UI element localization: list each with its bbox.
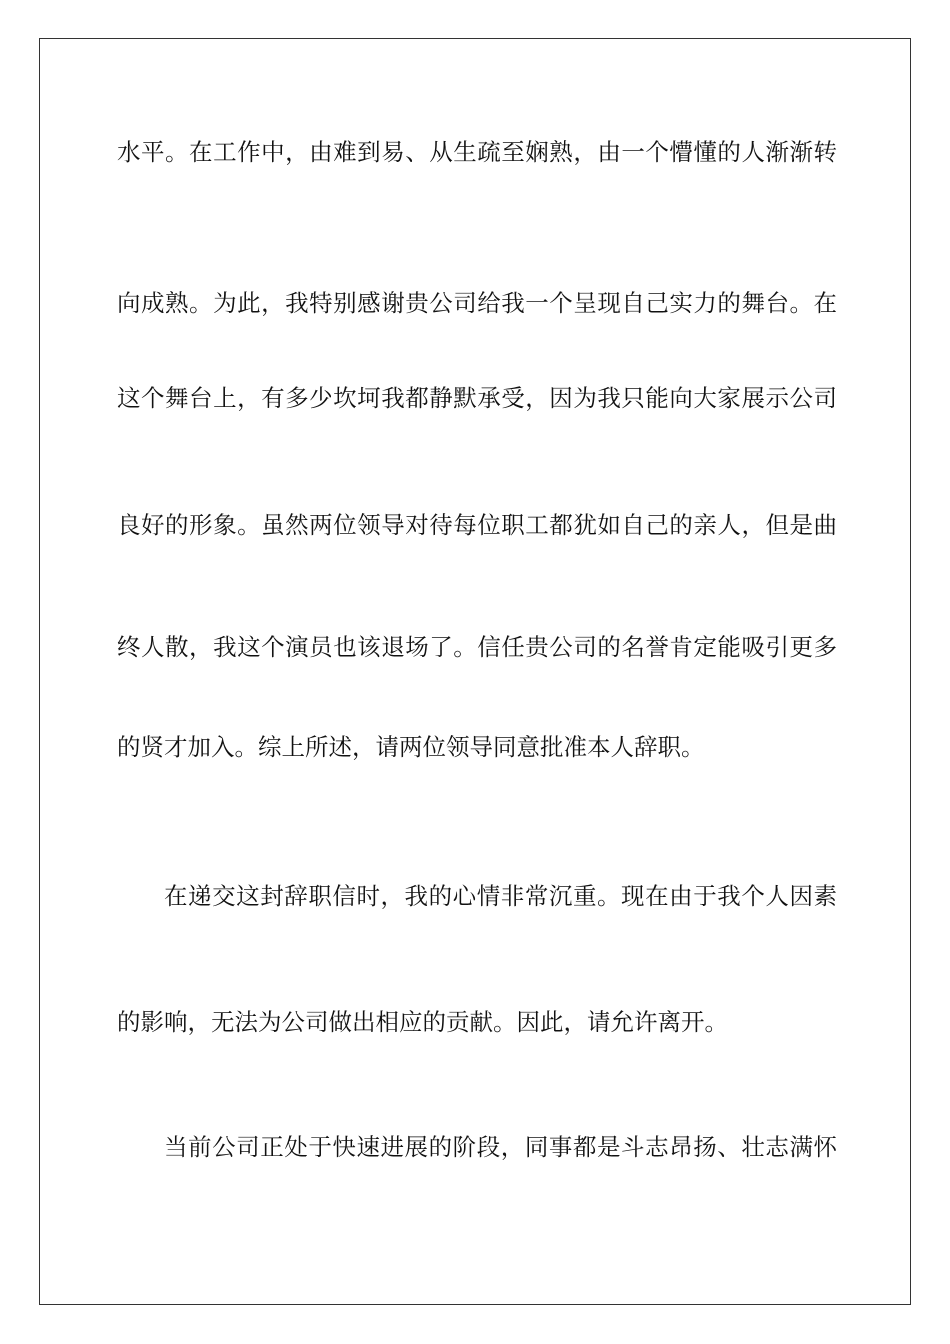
paragraph-line-8: 的影响，无法为公司做出相应的贡献。因此，请允许离开。 xyxy=(117,1008,728,1036)
paragraph-line-1: 水平。在工作中，由难到易、从生疏至娴熟，由一个懵懂的人渐渐转 xyxy=(117,138,837,166)
paragraph-line-5: 终人散，我这个演员也该退场了。信任贵公司的名誉肯定能吸引更多 xyxy=(117,633,837,661)
paragraph-line-3: 这个舞台上，有多少坎坷我都静默承受，因为我只能向大家展示公司 xyxy=(117,384,837,412)
paragraph-line-2: 向成熟。为此，我特别感谢贵公司给我一个呈现自己实力的舞台。在 xyxy=(117,289,837,317)
paragraph-line-4: 良好的形象。虽然两位领导对待每位职工都犹如自己的亲人，但是曲 xyxy=(117,511,837,539)
page-border xyxy=(39,38,911,1305)
paragraph-line-9: 当前公司正处于快速进展的阶段，同事都是斗志昂扬、壮志满怀 xyxy=(164,1133,837,1161)
paragraph-line-6: 的贤才加入。综上所述，请两位领导同意批准本人辞职。 xyxy=(117,733,705,761)
paragraph-line-7: 在递交这封辞职信时，我的心情非常沉重。现在由于我个人因素 xyxy=(164,882,837,910)
